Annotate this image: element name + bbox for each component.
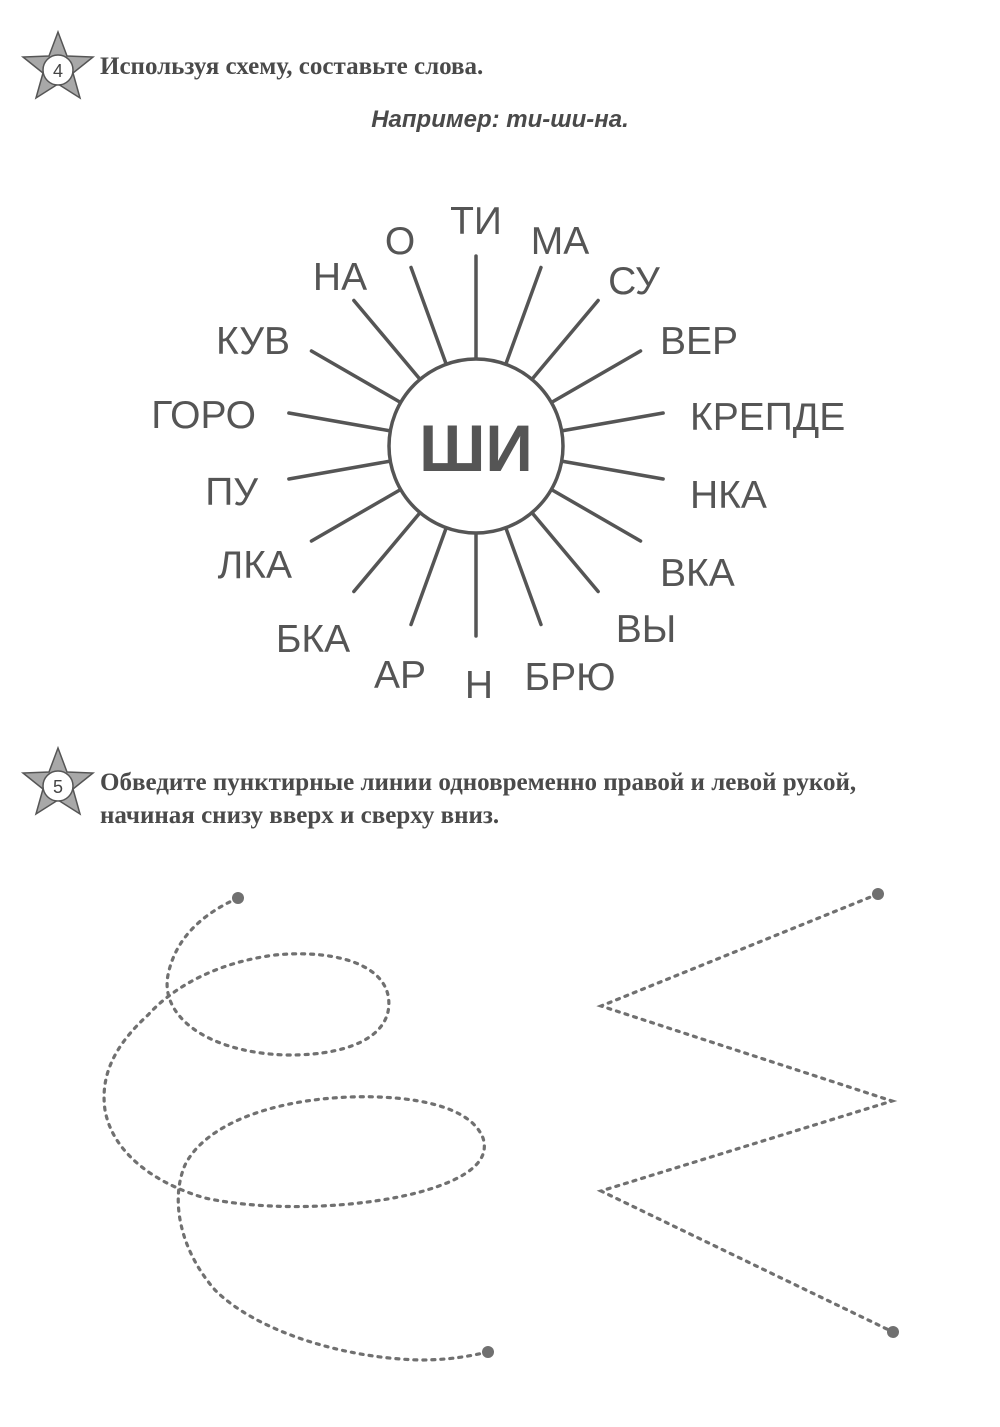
task-number-4: 4 — [52, 61, 64, 81]
example-text: Например: ти-ши-на. — [371, 106, 629, 133]
ray-13 — [289, 461, 390, 479]
syllable-12: ЛКА — [217, 544, 292, 587]
syllable-7: ВЫ — [615, 608, 677, 651]
syllable-6: ВКА — [660, 552, 735, 595]
syllable-13: ПУ — [205, 471, 258, 514]
ray-3 — [551, 351, 640, 403]
dotted-loop-line — [104, 898, 488, 1360]
syllable-16: НА — [312, 256, 368, 299]
syllable-4: КРЕПДЕ — [690, 396, 846, 439]
syllable-5: НКА — [690, 474, 767, 517]
syllable-2: СУ — [608, 260, 660, 303]
syllable-10: АР — [373, 654, 427, 697]
end-dot — [482, 1346, 494, 1358]
ray-12 — [311, 490, 400, 542]
ray-5 — [562, 461, 663, 479]
ray-15 — [311, 351, 400, 403]
task-5-instruction — [100, 766, 856, 832]
syllable-11: БКА — [275, 618, 351, 661]
ray-8 — [506, 528, 541, 625]
syllable-9: Н — [464, 664, 494, 707]
tracing-lines — [0, 860, 1000, 1400]
syllable-14: ГОРО — [151, 394, 256, 437]
ray-10 — [411, 528, 446, 625]
ray-6 — [551, 490, 640, 542]
ray-7 — [532, 513, 598, 592]
task-5-line-1: Обведите пунктирные линии одновременно правой и левой рукой, — [100, 769, 857, 796]
syllable-3: ВЕР — [660, 320, 739, 363]
start-dot — [232, 892, 244, 904]
syllable-0: ТИ — [450, 200, 502, 243]
ray-14 — [289, 413, 390, 431]
ray-4 — [562, 413, 663, 431]
ray-1 — [506, 267, 541, 364]
ray-16 — [354, 300, 420, 379]
center-syllable: ШИ — [419, 411, 533, 485]
ray-17 — [411, 267, 446, 364]
ray-11 — [354, 513, 420, 592]
syllable-15: КУВ — [216, 320, 290, 363]
task-5-line-2: начиная снизу вверх и сверху вниз. — [100, 802, 500, 829]
task-4-line: Используя схему, составьте слова. — [100, 53, 484, 80]
end-dot — [887, 1326, 899, 1338]
star-badge-5 — [20, 746, 96, 818]
syllable-8: БРЮ — [524, 656, 616, 699]
task-number-5: 5 — [52, 777, 64, 797]
syllable-1: МА — [530, 220, 590, 263]
start-dot — [872, 888, 884, 900]
ray-2 — [532, 300, 598, 379]
syllable-17: О — [384, 220, 416, 263]
dotted-zigzag-line — [601, 894, 893, 1332]
